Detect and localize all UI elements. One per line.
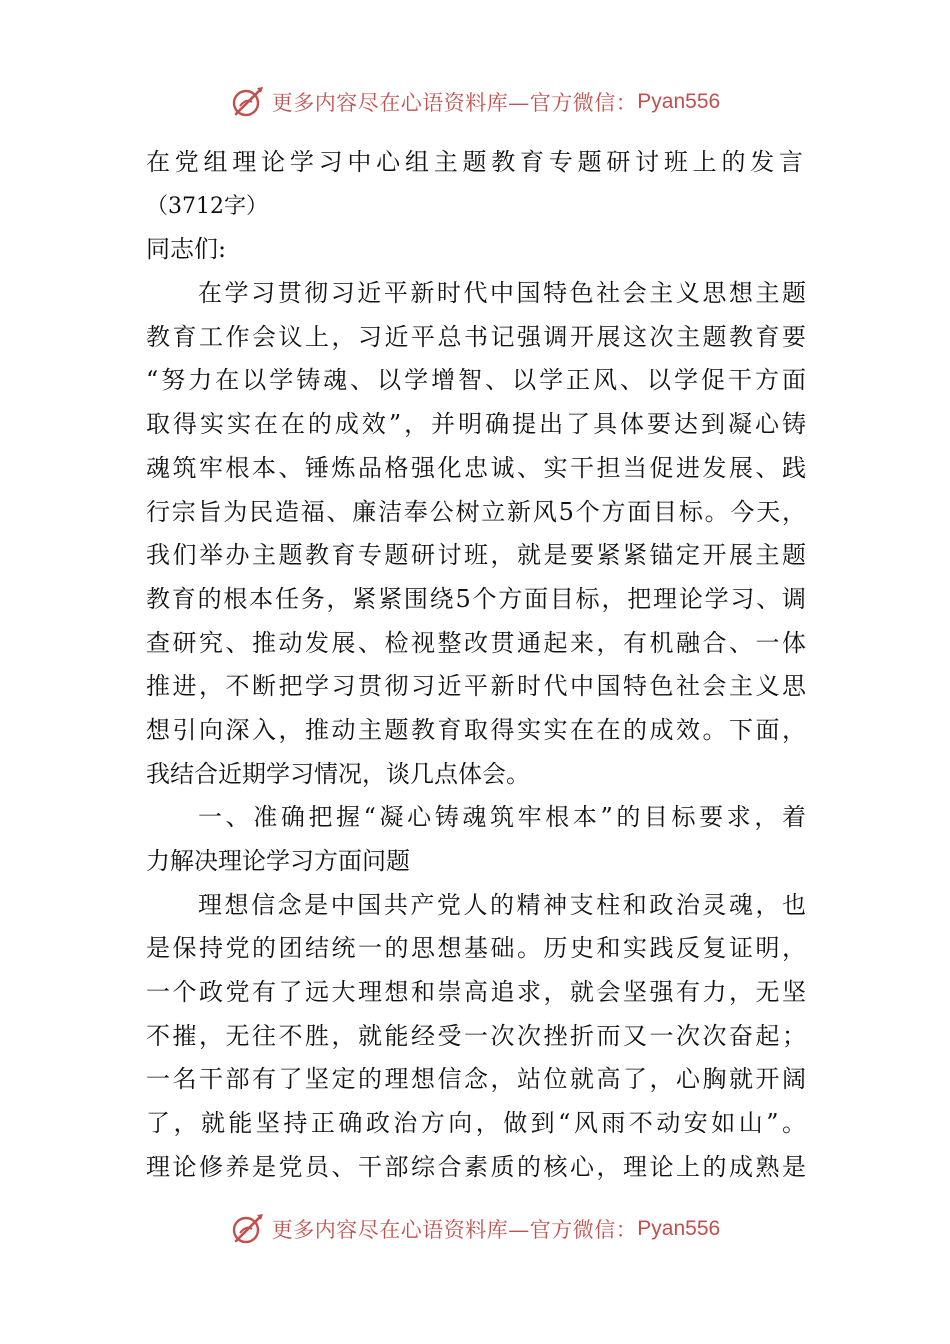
paragraph-line: 我们举办主题教育专题研讨班，就是要紧紧锚定开展主题 <box>146 541 806 570</box>
paragraph-line: 行宗旨为民造福、廉洁奉公树立新风5个方面目标。今天， <box>146 497 806 526</box>
header-banner <box>0 80 950 124</box>
document-title: 在党组理论学习中心组主题教育专题研讨班上的发言 <box>146 148 806 176</box>
paragraph-line: 教育的根本任务，紧紧围绕5个方面目标，把理论学习、调 <box>146 584 806 613</box>
paragraph-line: 理论修养是党员、干部综合素质的核心，理论上的成熟是 <box>146 1152 806 1181</box>
paragraph-line: 不摧，无往不胜，就能经受一次次挫折而又一次次奋起； <box>146 1021 806 1050</box>
banner-wechat-id: Pyan556 <box>637 1217 721 1240</box>
paragraph-line: 想引向深入，推动主题教育取得实实在在的成效。下面， <box>146 715 806 744</box>
paragraph-line: 魂筑牢根本、锤炼品格强化忠诚、实干担当促进发展、践 <box>146 453 806 482</box>
paragraph-line: 是保持党的团结统一的思想基础。历史和实践反复证明， <box>146 934 806 963</box>
paragraph-line: 在学习贯彻习近平新时代中国特色社会主义思想主题 <box>198 279 806 308</box>
pen-logo-icon <box>230 84 266 120</box>
paragraph-line: “努力在以学铸魂、以学增智、以学正风、以学促干方面 <box>146 366 806 395</box>
paragraph-line: 教育工作会议上，习近平总书记强调开展这次主题教育要 <box>146 322 806 351</box>
banner-text: 更多内容尽在心语资料库—官方微信： <box>271 91 638 115</box>
banner-text: 更多内容尽在心语资料库—官方微信： <box>271 1218 638 1242</box>
paragraph-line: 查研究、推动发展、检视整改贯通起来，有机融合、一体 <box>146 628 806 657</box>
paragraph-line: 我结合近期学习情况，谈几点体会。 <box>146 759 530 788</box>
paragraph-line: 推进，不断把学习贯彻习近平新时代中国特色社会主义思 <box>146 672 806 701</box>
paragraph-line: 理想信念是中国共产党人的精神支柱和政治灵魂，也 <box>198 890 806 919</box>
document-body <box>146 141 806 1190</box>
document-word-count: （3712字） <box>146 193 268 219</box>
paragraph-line: 取得实实在在的成效”，并明确提出了具体要达到凝心铸 <box>146 410 806 439</box>
paragraph-line: 一名干部有了坚定的理想信念，站位就高了，心胸就开阔 <box>146 1065 806 1094</box>
paragraph-line: 一个政党有了远大理想和崇高追求，就会坚强有力，无坚 <box>146 978 806 1007</box>
section-heading: 力解决理论学习方面问题 <box>146 847 410 875</box>
salutation: 同志们: <box>146 235 227 264</box>
section-heading: 一、准确把握“凝心铸魂筑牢根本”的目标要求，着 <box>198 803 806 832</box>
paragraph-line: 了，就能坚持正确政治方向，做到“风雨不动安如山”。 <box>146 1109 806 1138</box>
footer-banner <box>0 1207 950 1251</box>
banner-wechat-id: Pyan556 <box>637 90 721 113</box>
pen-logo-icon <box>230 1211 266 1247</box>
